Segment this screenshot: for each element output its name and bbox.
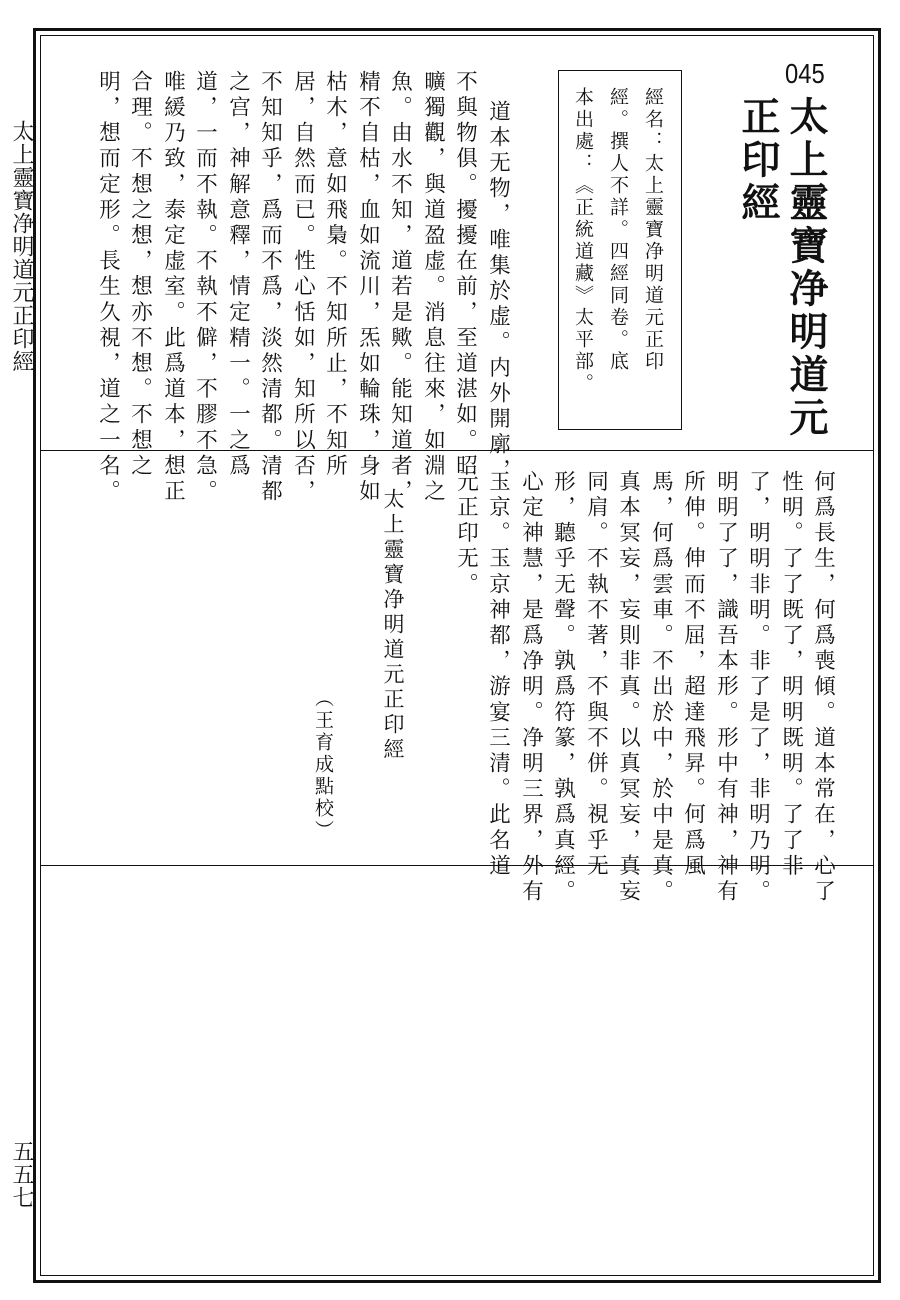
text-column: 不知知乎，爲而不爲，淡然清都。清都 bbox=[257, 70, 283, 506]
text-column: 唯緩乃致，泰定虚室。此爲道本，想正 bbox=[160, 70, 186, 506]
text-column: 元正印无。 bbox=[453, 470, 479, 598]
info-line-2: 經。撰人不詳。四經同卷。底 bbox=[607, 87, 629, 373]
text-column: 精不自枯，血如流川，炁如輪珠，身如 bbox=[355, 70, 381, 506]
sutra-title-line-2: 正印經 bbox=[735, 96, 781, 225]
text-column: 性明。了了既了，明明既明。了了非 bbox=[778, 470, 804, 880]
text-column: 合理。不想之想，想亦不想。不想之 bbox=[127, 70, 153, 480]
text-column: 居，自然而已。性心恬如，知所以否， bbox=[290, 70, 316, 506]
text-column: 所伸。伸而不屈，超達飛昇。何爲風 bbox=[680, 470, 706, 880]
colophon-title: 太上靈寶净明道元正印經 bbox=[381, 488, 405, 763]
sutra-number: 045 bbox=[785, 58, 825, 89]
text-column: 曠獨觀，與道盈虚。消息往來，如淵之 bbox=[420, 70, 446, 506]
text-column: 了，明明非明。非了是了，非明乃明。 bbox=[745, 470, 771, 906]
page-number: 五五七 bbox=[9, 1140, 34, 1209]
text-column: 明，想而定形。長生久視，道之一名。 bbox=[95, 70, 121, 506]
info-line-1: 經名：太上靈寶净明道元正印 bbox=[642, 87, 664, 373]
text-column: 真本冥妄，妄則非真。以真冥妄，真妄 bbox=[615, 470, 641, 906]
sutra-title-line-1: 太上靈寶净明道元 bbox=[783, 96, 829, 440]
text-column: 何爲長生，何爲喪傾。道本常在，心了 bbox=[810, 470, 836, 906]
info-box bbox=[558, 70, 682, 430]
text-column: 玉京。玉京神都，游宴三清。此名道 bbox=[485, 470, 511, 880]
text-column: 道本无物，唯集於虚。内外開廓， bbox=[485, 100, 511, 484]
text-column: 同肩。不執不著，不與不併。視乎无 bbox=[583, 470, 609, 880]
text-column: 枯木，意如飛梟。不知所止，不知所 bbox=[322, 70, 348, 480]
text-column: 馬，何爲雲車。不出於中，於中是真。 bbox=[648, 470, 674, 906]
text-column: 心定神慧，是爲净明。净明三界，外有 bbox=[518, 470, 544, 906]
text-column: 形，聽乎无聲。孰爲符篆，孰爲真經。 bbox=[550, 470, 576, 906]
text-column: 魚。由水不知，道若是歟。能知道者， bbox=[387, 70, 413, 506]
text-column: 之宫，神解意釋，情定精一。一之爲 bbox=[225, 70, 251, 480]
text-column: 不與物俱。擾擾在前，至道湛如。昭 bbox=[452, 70, 478, 480]
editor-note: （王育成點校） bbox=[312, 688, 334, 842]
text-column: 明明了了，識吾本形。形中有神，神有 bbox=[713, 470, 739, 906]
text-column: 道，一而不執。不執不僻，不膠不急。 bbox=[192, 70, 218, 506]
info-line-3: 本出處：《正統道藏》太平部。 bbox=[572, 87, 594, 395]
side-running-title: 太上靈寶净明道元正印經 bbox=[9, 120, 34, 373]
